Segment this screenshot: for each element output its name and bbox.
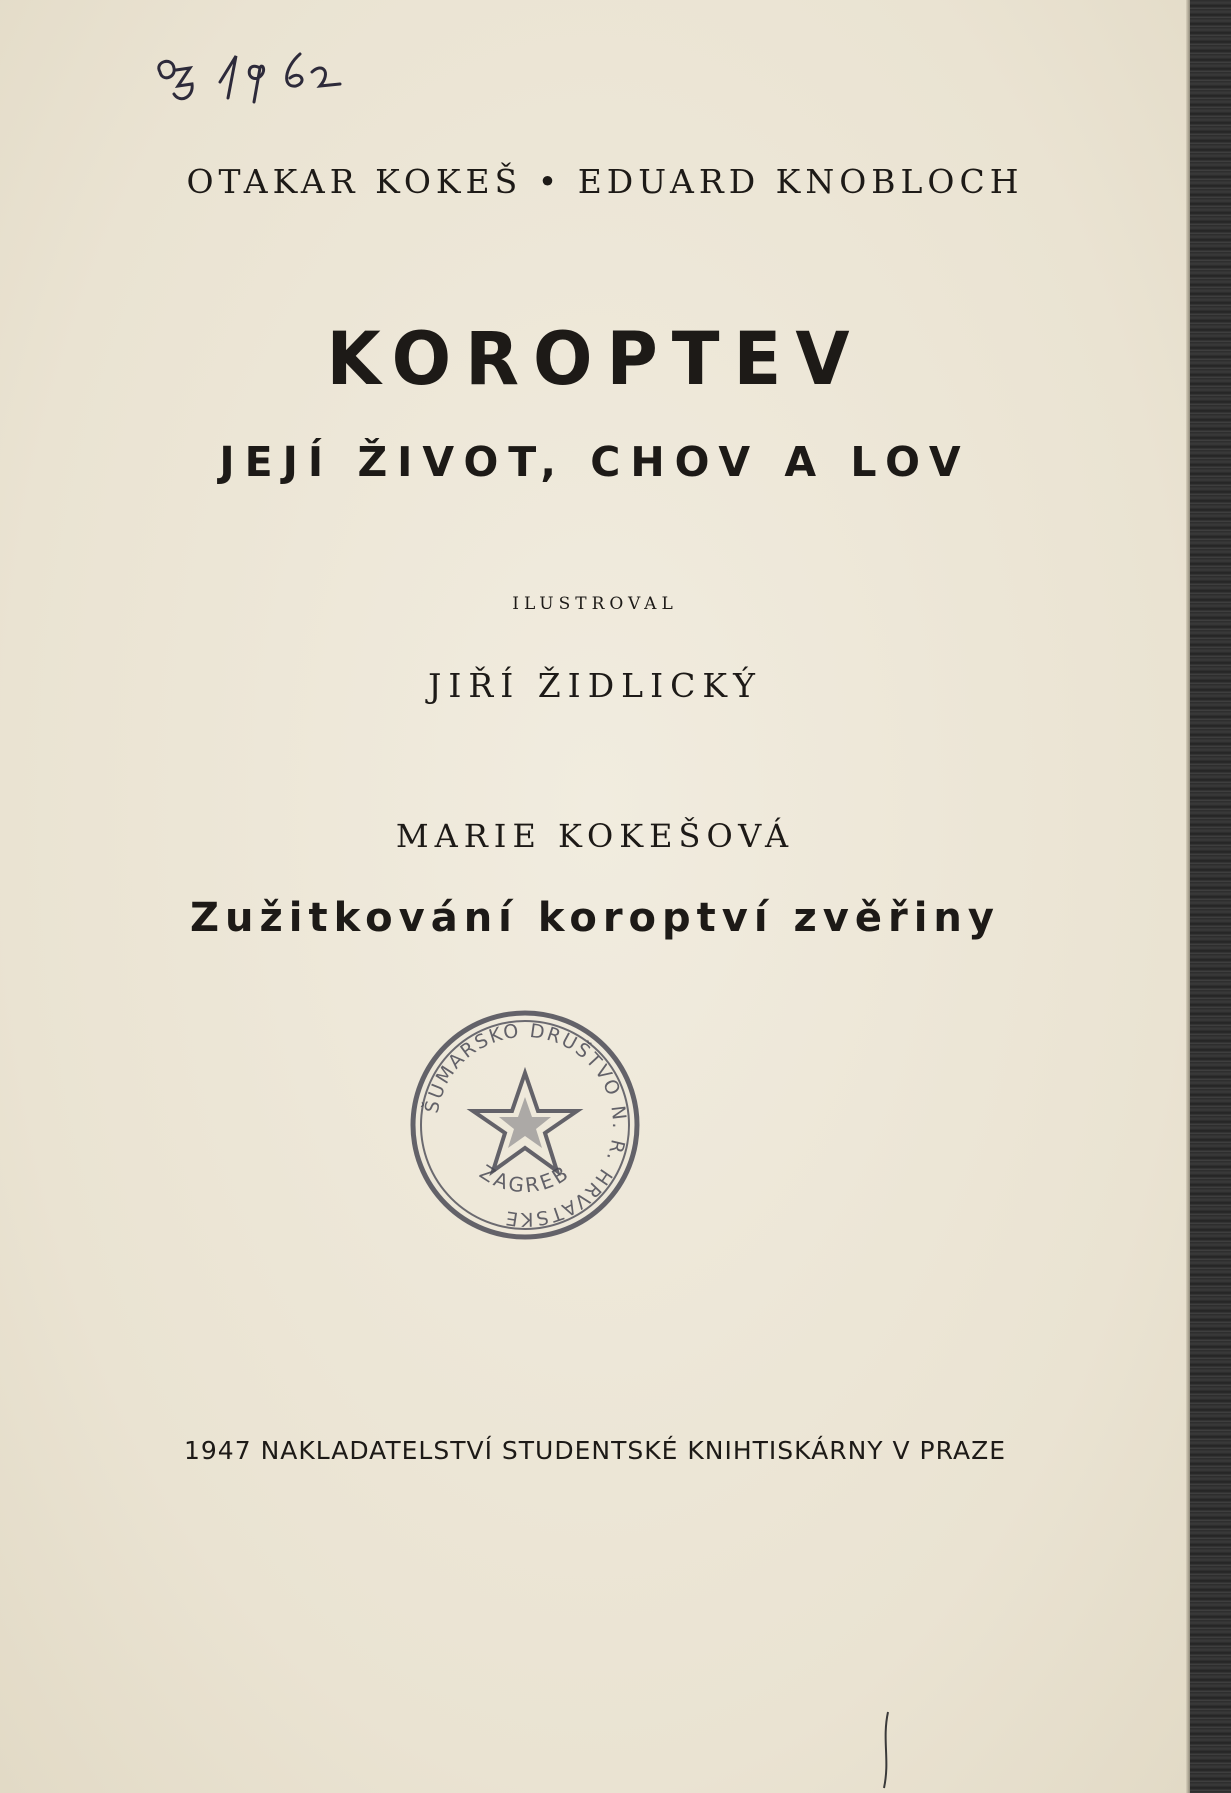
book-subtitle: JEJÍ ŽIVOT, CHOV A LOV: [219, 438, 971, 486]
illustrator-name: JIŘÍ ŽIDLICKÝ: [428, 666, 762, 705]
handwritten-note: [150, 42, 360, 112]
svg-text:ZAGREB: ZAGREB: [475, 1159, 575, 1198]
authors-line: OTAKAR KOKEŠ • EDUARD KNOBLOCH: [186, 162, 1024, 201]
book-binding: [1190, 0, 1231, 1793]
book-title: KOROPTEV: [326, 315, 864, 403]
illustrated-by-label: ILUSTROVAL: [512, 594, 678, 614]
pencil-mark: [880, 1710, 892, 1790]
coauthor-name: MARIE KOKEŠOVÁ: [395, 817, 795, 855]
svg-text:ŠUMARSKO DRUŠTVO N. R. HRVATSK: ŠUMARSKO DRUŠTVO N. R. HRVATSKE: [420, 1019, 631, 1231]
chapter-title: Zužitkování koroptví zvěřiny: [190, 895, 1000, 941]
star-icon: [473, 1073, 577, 1171]
library-stamp: [405, 1005, 645, 1245]
publisher-imprint: 1947 NAKLADATELSTVÍ STUDENTSKÉ KNIHTISKÁRNY V PRAZE: [184, 1436, 1006, 1465]
